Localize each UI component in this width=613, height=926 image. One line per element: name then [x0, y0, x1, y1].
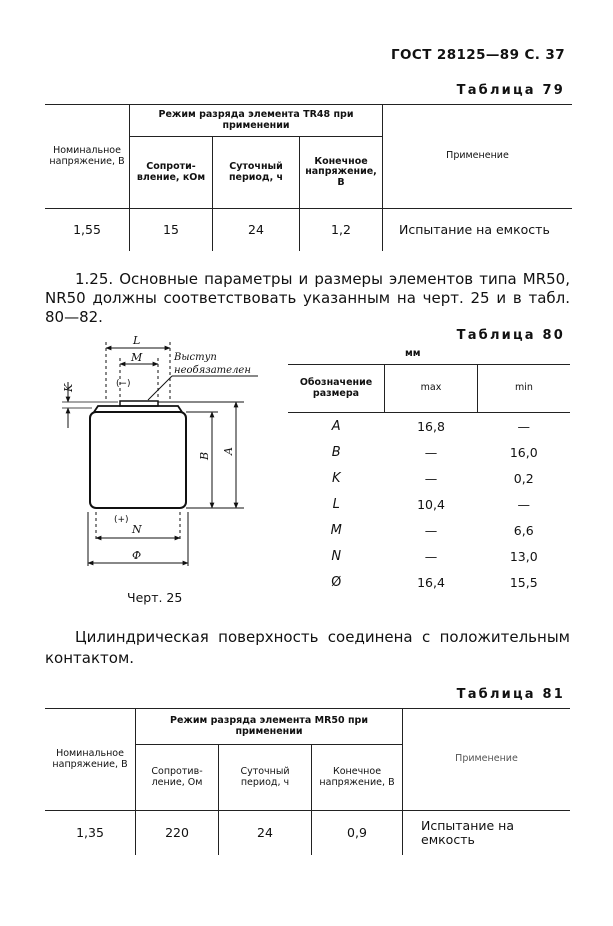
table79-cell-period: 24 — [213, 209, 300, 251]
table81-cell-final: 0,9 — [312, 811, 403, 855]
table80-symbol: M — [330, 522, 342, 538]
label-A: A — [222, 447, 235, 455]
table80-header-symbol: Обозначение размера — [288, 365, 385, 413]
table80-max: — — [424, 548, 438, 564]
table81-caption: Таблица 81 — [456, 687, 565, 702]
table80-unit: мм — [405, 348, 421, 359]
label-B: B — [198, 451, 211, 460]
table80-max: 10,4 — [417, 496, 445, 512]
table79-header-period: Суточный период, ч — [213, 137, 300, 209]
table80-min: 15,5 — [509, 574, 538, 590]
table80-symbol: B — [331, 444, 341, 460]
cell-drawing — [58, 334, 280, 570]
table80-symbol: N — [331, 548, 342, 564]
table-row — [288, 517, 570, 543]
label-plus: (+) — [114, 515, 129, 525]
table81-cell-use: Испытание на емкость — [421, 817, 514, 847]
table80-header-min: min — [478, 365, 571, 413]
table80-max: 16,8 — [417, 418, 445, 434]
table80-max: — — [424, 522, 438, 538]
table80-header-max: max — [385, 365, 478, 413]
table81-header-use: Применение — [403, 709, 571, 811]
table80-max: — — [424, 444, 438, 460]
table80-min: 0,2 — [513, 470, 534, 486]
table80 — [288, 364, 570, 595]
table81-cell-nominal: 1,35 — [45, 811, 136, 855]
label-K: K — [62, 383, 75, 392]
label-L: L — [133, 334, 141, 347]
cell-body — [90, 412, 186, 508]
table79-caption: Таблица 79 — [456, 83, 565, 98]
table80-caption: Таблица 80 — [456, 328, 565, 343]
table79-header-nominal: Номинальное напряжение, В — [45, 105, 130, 209]
table80-min: — — [517, 496, 530, 512]
table79-header-resistance: Сопротивление, кОм — [130, 137, 213, 209]
table80-symbol: Ø — [331, 574, 342, 590]
table-row — [288, 413, 570, 440]
label-phi: Ф — [132, 549, 142, 562]
label-minus: (−) — [116, 379, 131, 389]
table80-symbol: L — [332, 496, 340, 512]
table-row — [288, 491, 570, 517]
label-M: M — [131, 351, 143, 364]
table79-header-group: Режим разряда элемента TR48 при применении — [130, 105, 383, 137]
section-1-25: 1.25. Основные параметры и размеры элементов типа MR50, NR50 должны соответствовать указанным на черт. 25 и в табл. 80—82. — [45, 270, 570, 326]
table79-header-final: Конечное напряжение, В — [300, 137, 383, 209]
table79 — [45, 104, 572, 251]
table80-max: 16,4 — [417, 574, 445, 590]
table81 — [45, 708, 570, 855]
table80-symbol: K — [331, 470, 341, 486]
note-line1: Выступ — [174, 352, 217, 363]
table81-header-final: Конечное напряжение, В — [312, 745, 403, 811]
table81-cell-period: 24 — [219, 811, 312, 855]
table80-min: 13,0 — [509, 548, 538, 564]
table80-min: 6,6 — [513, 522, 534, 538]
table80-symbol: A — [331, 418, 341, 434]
table-row — [288, 465, 570, 491]
table80-min: — — [517, 418, 530, 434]
table81-header-resistance: Сопротивление, Ом — [136, 745, 219, 811]
table81-cell-resistance: 220 — [136, 811, 219, 855]
table79-cell-use: Испытание на емкость — [399, 221, 550, 237]
table80-max: — — [424, 470, 438, 486]
table79-header-use: Применение — [383, 105, 573, 209]
label-N: N — [132, 523, 142, 536]
table80-min: 16,0 — [509, 444, 538, 460]
table81-header-group: Режим разряда элемента MR50 при применении — [136, 709, 403, 745]
note-line2: необязателен — [174, 365, 251, 376]
table79-cell-final: 1,2 — [300, 209, 383, 251]
table-row — [288, 543, 570, 569]
table-row — [288, 439, 570, 465]
table79-cell-resistance: 15 — [130, 209, 213, 251]
cell-terminal — [120, 401, 158, 406]
paragraph-surface: Цилиндрическая поверхность соединена с положительным контактом. — [45, 628, 570, 667]
page-header: ГОСТ 28125—89 С. 37 — [391, 47, 565, 63]
drawing-caption: Черт. 25 — [127, 590, 183, 605]
table79-cell-nominal: 1,55 — [45, 209, 130, 251]
table81-header-nominal: Номинальное напряжение, В — [45, 709, 136, 811]
table-row — [288, 569, 570, 595]
table81-header-period: Суточный период, ч — [219, 745, 312, 811]
